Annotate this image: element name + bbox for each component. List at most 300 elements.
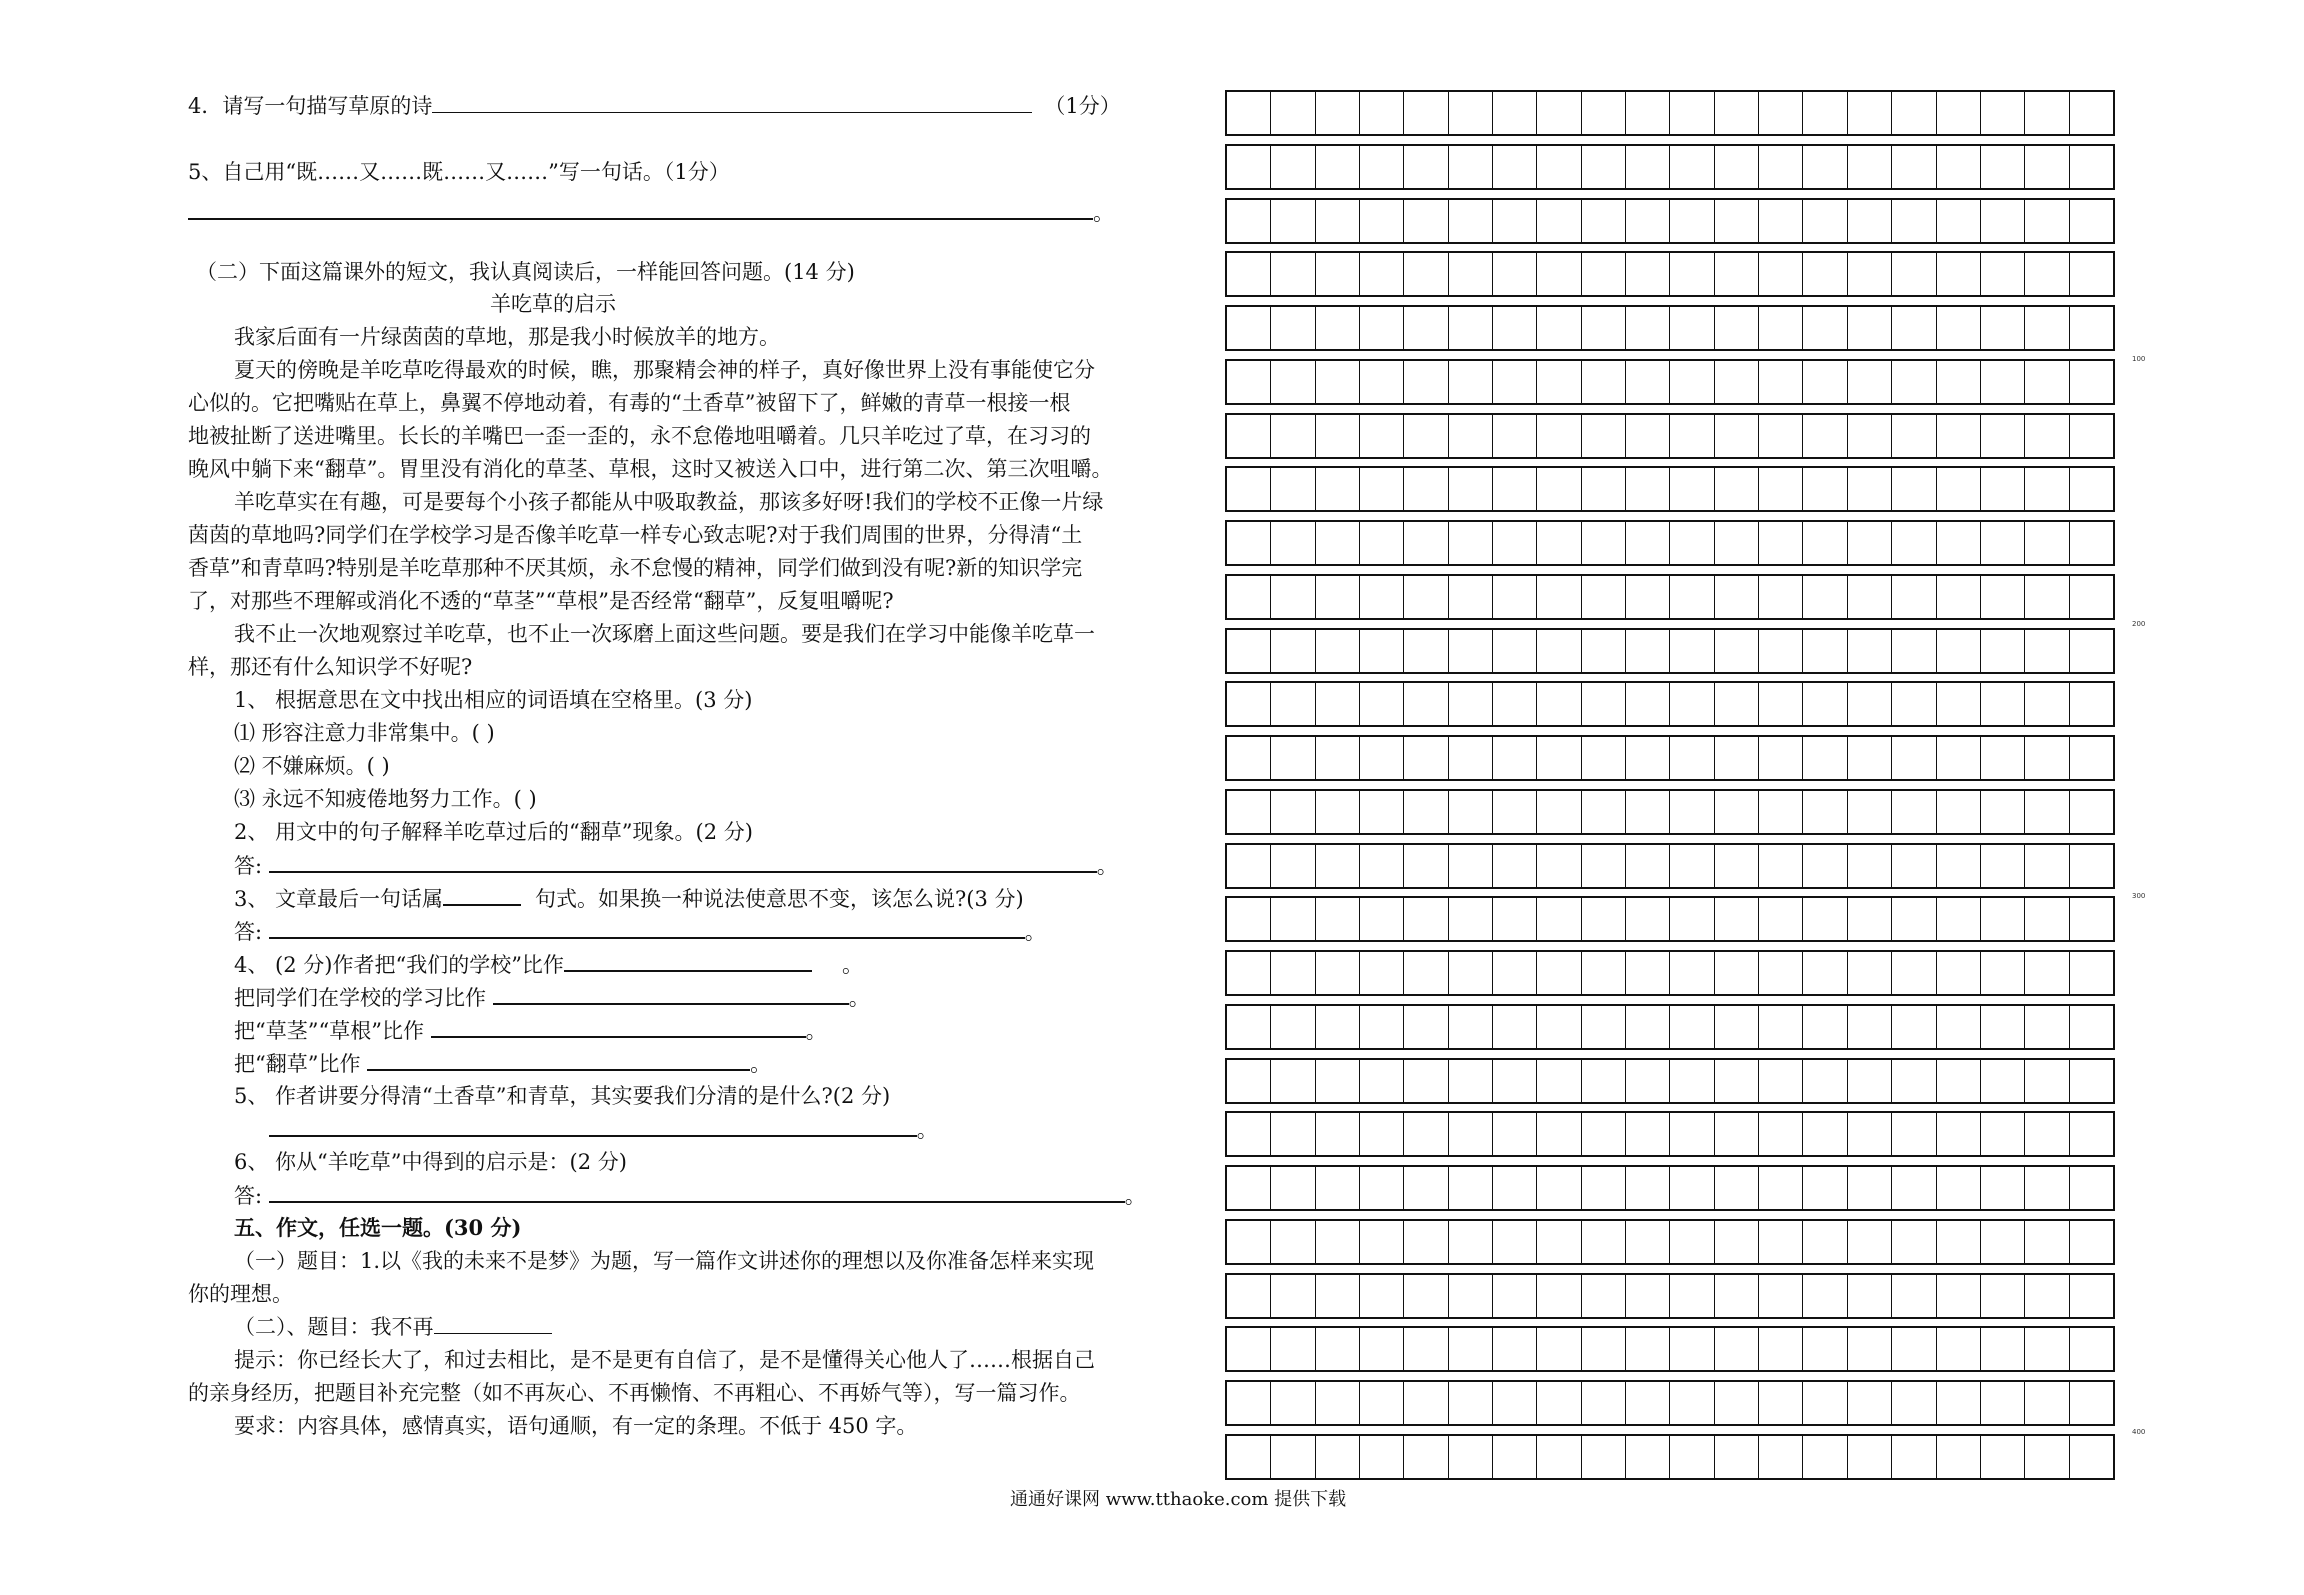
grid-cell[interactable] [1937, 92, 1981, 134]
grid-cell[interactable] [2025, 1006, 2069, 1048]
grid-cell[interactable] [1803, 952, 1847, 994]
grid-cell[interactable] [1582, 1221, 1626, 1263]
grid-cell[interactable] [1449, 791, 1493, 833]
grid-cell[interactable] [1892, 845, 1936, 887]
grid-cell[interactable] [1271, 898, 1315, 940]
grid-cell[interactable] [1582, 1382, 1626, 1424]
grid-cell[interactable] [2025, 468, 2069, 510]
grid-cell[interactable] [1493, 1221, 1537, 1263]
grid-cell[interactable] [1271, 952, 1315, 994]
grid-cell[interactable] [1848, 1060, 1892, 1102]
grid-cell[interactable] [1715, 683, 1759, 725]
grid-cell[interactable] [1582, 1436, 1626, 1478]
grid-cell[interactable] [1848, 361, 1892, 403]
grid-cell[interactable] [1582, 415, 1626, 457]
grid-cell[interactable] [1715, 415, 1759, 457]
grid-cell[interactable] [1316, 630, 1360, 672]
grid-cell[interactable] [1626, 200, 1670, 242]
grid-cell[interactable] [2070, 576, 2113, 618]
grid-cell[interactable] [1759, 1382, 1803, 1424]
grid-cell[interactable] [1670, 200, 1714, 242]
grid-cell[interactable] [1360, 576, 1404, 618]
grid-cell[interactable] [1715, 898, 1759, 940]
grid-cell[interactable] [1937, 415, 1981, 457]
grid-cell[interactable] [1892, 253, 1936, 295]
grid-cell[interactable] [1449, 1436, 1493, 1478]
grid-cell[interactable] [1271, 307, 1315, 349]
grid-cell[interactable] [1803, 307, 1847, 349]
grid-cell[interactable] [1227, 791, 1271, 833]
grid-cell[interactable] [1582, 1006, 1626, 1048]
grid-cell[interactable] [1981, 1436, 2025, 1478]
grid-cell[interactable] [1715, 253, 1759, 295]
grid-cell[interactable] [1981, 1167, 2025, 1209]
grid-cell[interactable] [1449, 1382, 1493, 1424]
grid-cell[interactable] [1937, 898, 1981, 940]
grid-cell[interactable] [1271, 737, 1315, 779]
grid-cell[interactable] [1803, 253, 1847, 295]
grid-cell[interactable] [1670, 361, 1714, 403]
grid-cell[interactable] [1271, 683, 1315, 725]
grid-cell[interactable] [1848, 200, 1892, 242]
grid-cell[interactable] [1803, 737, 1847, 779]
grid-cell[interactable] [1759, 200, 1803, 242]
grid-cell[interactable] [1360, 92, 1404, 134]
grid-cell[interactable] [1981, 630, 2025, 672]
grid-cell[interactable] [2070, 146, 2113, 188]
grid-cell[interactable] [1670, 522, 1714, 564]
grid-cell[interactable] [1582, 253, 1626, 295]
grid-cell[interactable] [1803, 898, 1847, 940]
grid-cell[interactable] [1759, 146, 1803, 188]
grid-cell[interactable] [1759, 1328, 1803, 1370]
grid-cell[interactable] [1316, 1060, 1360, 1102]
grid-cell[interactable] [1493, 92, 1537, 134]
answer-blank[interactable] [269, 1115, 917, 1137]
grid-cell[interactable] [2025, 200, 2069, 242]
grid-cell[interactable] [1937, 1221, 1981, 1263]
grid-cell[interactable] [1537, 898, 1581, 940]
grid-cell[interactable] [1937, 576, 1981, 618]
grid-cell[interactable] [2025, 146, 2069, 188]
grid-cell[interactable] [1848, 468, 1892, 510]
grid-cell[interactable] [2025, 630, 2069, 672]
grid-cell[interactable] [1316, 200, 1360, 242]
grid-cell[interactable] [1759, 92, 1803, 134]
grid-cell[interactable] [1227, 1113, 1271, 1155]
grid-cell[interactable] [1803, 683, 1847, 725]
grid-cell[interactable] [1316, 415, 1360, 457]
grid-cell[interactable] [1670, 952, 1714, 994]
grid-cell[interactable] [1715, 1167, 1759, 1209]
grid-cell[interactable] [1227, 1275, 1271, 1317]
grid-cell[interactable] [1271, 576, 1315, 618]
grid-cell[interactable] [1759, 630, 1803, 672]
grid-cell[interactable] [1316, 146, 1360, 188]
grid-cell[interactable] [1227, 1060, 1271, 1102]
grid-cell[interactable] [1404, 737, 1448, 779]
grid-cell[interactable] [1582, 146, 1626, 188]
grid-cell[interactable] [1670, 146, 1714, 188]
grid-cell[interactable] [1537, 845, 1581, 887]
grid-cell[interactable] [1404, 415, 1448, 457]
grid-cell[interactable] [1892, 1006, 1936, 1048]
grid-cell[interactable] [1271, 1436, 1315, 1478]
grid-cell[interactable] [1537, 791, 1581, 833]
grid-cell[interactable] [1271, 630, 1315, 672]
grid-cell[interactable] [1360, 522, 1404, 564]
grid-cell[interactable] [1759, 522, 1803, 564]
grid-cell[interactable] [1449, 576, 1493, 618]
grid-cell[interactable] [1493, 1275, 1537, 1317]
grid-cell[interactable] [1803, 1006, 1847, 1048]
grid-cell[interactable] [1582, 1167, 1626, 1209]
grid-cell[interactable] [1892, 952, 1936, 994]
grid-cell[interactable] [1449, 307, 1493, 349]
grid-cell[interactable] [1316, 898, 1360, 940]
grid-cell[interactable] [1449, 898, 1493, 940]
grid-cell[interactable] [2070, 683, 2113, 725]
grid-cell[interactable] [1715, 845, 1759, 887]
grid-cell[interactable] [2025, 1167, 2069, 1209]
grid-cell[interactable] [1271, 1275, 1315, 1317]
grid-cell[interactable] [1316, 1436, 1360, 1478]
grid-cell[interactable] [1937, 361, 1981, 403]
grid-cell[interactable] [1537, 576, 1581, 618]
grid-cell[interactable] [1493, 630, 1537, 672]
grid-cell[interactable] [1271, 92, 1315, 134]
grid-cell[interactable] [2070, 1113, 2113, 1155]
grid-cell[interactable] [1937, 791, 1981, 833]
grid-cell[interactable] [1848, 898, 1892, 940]
grid-cell[interactable] [1360, 1382, 1404, 1424]
grid-cell[interactable] [1803, 1221, 1847, 1263]
grid-cell[interactable] [1626, 630, 1670, 672]
grid-cell[interactable] [1404, 1060, 1448, 1102]
grid-cell[interactable] [1626, 576, 1670, 618]
grid-cell[interactable] [1449, 522, 1493, 564]
grid-cell[interactable] [1759, 791, 1803, 833]
grid-cell[interactable] [1892, 522, 1936, 564]
grid-cell[interactable] [2070, 307, 2113, 349]
grid-cell[interactable] [1892, 415, 1936, 457]
grid-cell[interactable] [2025, 1275, 2069, 1317]
grid-cell[interactable] [1937, 146, 1981, 188]
grid-cell[interactable] [1715, 1275, 1759, 1317]
grid-cell[interactable] [1759, 468, 1803, 510]
grid-cell[interactable] [1316, 1113, 1360, 1155]
grid-cell[interactable] [1227, 1006, 1271, 1048]
grid-cell[interactable] [1271, 1113, 1315, 1155]
grid-cell[interactable] [1537, 737, 1581, 779]
grid-cell[interactable] [1360, 1167, 1404, 1209]
grid-cell[interactable] [1227, 898, 1271, 940]
grid-cell[interactable] [1360, 1221, 1404, 1263]
grid-cell[interactable] [1582, 522, 1626, 564]
grid-cell[interactable] [1271, 1060, 1315, 1102]
grid-cell[interactable] [1626, 1436, 1670, 1478]
grid-cell[interactable] [1626, 1167, 1670, 1209]
grid-cell[interactable] [1582, 898, 1626, 940]
grid-cell[interactable] [1981, 845, 2025, 887]
grid-cell[interactable] [1271, 522, 1315, 564]
grid-cell[interactable] [1493, 1113, 1537, 1155]
grid-cell[interactable] [1803, 468, 1847, 510]
grid-cell[interactable] [1981, 576, 2025, 618]
grid-cell[interactable] [1937, 1113, 1981, 1155]
grid-cell[interactable] [1803, 200, 1847, 242]
grid-cell[interactable] [1759, 1167, 1803, 1209]
grid-cell[interactable] [1316, 361, 1360, 403]
grid-cell[interactable] [1803, 1382, 1847, 1424]
grid-cell[interactable] [1316, 791, 1360, 833]
grid-cell[interactable] [1803, 1113, 1847, 1155]
grid-cell[interactable] [1670, 683, 1714, 725]
grid-cell[interactable] [1759, 737, 1803, 779]
grid-cell[interactable] [1271, 146, 1315, 188]
grid-cell[interactable] [1537, 468, 1581, 510]
grid-cell[interactable] [1892, 361, 1936, 403]
grid-cell[interactable] [1670, 1328, 1714, 1370]
grid-cell[interactable] [1803, 630, 1847, 672]
grid-cell[interactable] [1937, 1328, 1981, 1370]
grid-cell[interactable] [1404, 200, 1448, 242]
grid-cell[interactable] [1271, 845, 1315, 887]
grid-cell[interactable] [2025, 683, 2069, 725]
grid-cell[interactable] [1227, 468, 1271, 510]
grid-cell[interactable] [1537, 146, 1581, 188]
grid-cell[interactable] [1404, 1006, 1448, 1048]
grid-cell[interactable] [1582, 200, 1626, 242]
grid-cell[interactable] [1848, 683, 1892, 725]
grid-cell[interactable] [1937, 683, 1981, 725]
grid-cell[interactable] [1404, 92, 1448, 134]
grid-cell[interactable] [1537, 522, 1581, 564]
grid-cell[interactable] [1449, 1328, 1493, 1370]
grid-cell[interactable] [1404, 952, 1448, 994]
grid-cell[interactable] [1316, 92, 1360, 134]
answer-blank[interactable] [269, 851, 1097, 873]
grid-cell[interactable] [1892, 1275, 1936, 1317]
grid-cell[interactable] [2070, 1436, 2113, 1478]
grid-cell[interactable] [1493, 200, 1537, 242]
grid-cell[interactable] [1271, 468, 1315, 510]
grid-cell[interactable] [1715, 1113, 1759, 1155]
grid-cell[interactable] [1937, 1060, 1981, 1102]
grid-cell[interactable] [1803, 361, 1847, 403]
grid-cell[interactable] [1892, 307, 1936, 349]
grid-cell[interactable] [1937, 1167, 1981, 1209]
grid-cell[interactable] [1848, 791, 1892, 833]
grid-cell[interactable] [1670, 253, 1714, 295]
grid-cell[interactable] [1848, 1006, 1892, 1048]
grid-cell[interactable] [1316, 253, 1360, 295]
grid-cell[interactable] [1626, 1006, 1670, 1048]
grid-cell[interactable] [1537, 630, 1581, 672]
grid-cell[interactable] [1981, 307, 2025, 349]
grid-cell[interactable] [1360, 1275, 1404, 1317]
grid-cell[interactable] [1227, 1382, 1271, 1424]
grid-cell[interactable] [1271, 791, 1315, 833]
grid-cell[interactable] [1759, 683, 1803, 725]
grid-cell[interactable] [1981, 952, 2025, 994]
grid-cell[interactable] [1848, 1275, 1892, 1317]
grid-cell[interactable] [1715, 522, 1759, 564]
grid-cell[interactable] [1493, 952, 1537, 994]
grid-cell[interactable] [1626, 791, 1670, 833]
grid-cell[interactable] [1803, 92, 1847, 134]
answer-blank[interactable] [443, 884, 521, 906]
grid-cell[interactable] [1626, 146, 1670, 188]
grid-cell[interactable] [1670, 307, 1714, 349]
grid-cell[interactable] [2025, 92, 2069, 134]
grid-cell[interactable] [1449, 630, 1493, 672]
grid-cell[interactable] [2070, 361, 2113, 403]
grid-cell[interactable] [1316, 1167, 1360, 1209]
grid-cell[interactable] [1316, 1382, 1360, 1424]
grid-cell[interactable] [1449, 92, 1493, 134]
grid-cell[interactable] [1316, 845, 1360, 887]
grid-cell[interactable] [1582, 307, 1626, 349]
grid-cell[interactable] [1537, 1328, 1581, 1370]
grid-cell[interactable] [1271, 1382, 1315, 1424]
grid-cell[interactable] [1227, 952, 1271, 994]
grid-cell[interactable] [1537, 1006, 1581, 1048]
grid-cell[interactable] [1981, 468, 2025, 510]
grid-cell[interactable] [1582, 576, 1626, 618]
grid-cell[interactable] [1937, 1436, 1981, 1478]
grid-cell[interactable] [1848, 1113, 1892, 1155]
grid-cell[interactable] [1892, 1328, 1936, 1370]
grid-cell[interactable] [1227, 1436, 1271, 1478]
grid-cell[interactable] [2025, 737, 2069, 779]
composition-writing-grid[interactable] [1225, 90, 2115, 1480]
grid-cell[interactable] [1404, 1221, 1448, 1263]
grid-cell[interactable] [1316, 737, 1360, 779]
grid-cell[interactable] [2070, 952, 2113, 994]
grid-cell[interactable] [1360, 146, 1404, 188]
grid-cell[interactable] [1271, 361, 1315, 403]
grid-cell[interactable] [1404, 307, 1448, 349]
grid-cell[interactable] [1316, 952, 1360, 994]
grid-cell[interactable] [1360, 952, 1404, 994]
grid-cell[interactable] [1582, 361, 1626, 403]
grid-cell[interactable] [1493, 253, 1537, 295]
grid-cell[interactable] [1493, 468, 1537, 510]
grid-cell[interactable] [1803, 522, 1847, 564]
grid-cell[interactable] [1981, 253, 2025, 295]
grid-cell[interactable] [1848, 1436, 1892, 1478]
grid-cell[interactable] [2070, 1060, 2113, 1102]
grid-cell[interactable] [1493, 415, 1537, 457]
grid-cell[interactable] [2025, 253, 2069, 295]
grid-cell[interactable] [1493, 1006, 1537, 1048]
grid-cell[interactable] [1670, 1275, 1714, 1317]
answer-blank[interactable] [431, 1016, 806, 1038]
grid-cell[interactable] [1981, 415, 2025, 457]
grid-cell[interactable] [1981, 1006, 2025, 1048]
grid-cell[interactable] [1981, 898, 2025, 940]
grid-cell[interactable] [1715, 1221, 1759, 1263]
grid-cell[interactable] [1271, 1006, 1315, 1048]
grid-cell[interactable] [1582, 1113, 1626, 1155]
grid-cell[interactable] [1537, 415, 1581, 457]
grid-cell[interactable] [1803, 1060, 1847, 1102]
grid-cell[interactable] [1404, 1436, 1448, 1478]
grid-cell[interactable] [1803, 1328, 1847, 1370]
grid-cell[interactable] [1582, 1275, 1626, 1317]
grid-cell[interactable] [1626, 683, 1670, 725]
grid-cell[interactable] [1626, 1060, 1670, 1102]
grid-cell[interactable] [1715, 791, 1759, 833]
grid-cell[interactable] [1360, 1006, 1404, 1048]
grid-cell[interactable] [1316, 1221, 1360, 1263]
grid-cell[interactable] [1316, 576, 1360, 618]
grid-cell[interactable] [1582, 952, 1626, 994]
grid-cell[interactable] [1626, 1382, 1670, 1424]
grid-cell[interactable] [1360, 898, 1404, 940]
grid-cell[interactable] [1892, 683, 1936, 725]
grid-cell[interactable] [1360, 200, 1404, 242]
grid-cell[interactable] [1848, 1328, 1892, 1370]
grid-cell[interactable] [1626, 468, 1670, 510]
grid-cell[interactable] [2025, 952, 2069, 994]
grid-cell[interactable] [1670, 92, 1714, 134]
grid-cell[interactable] [2070, 1006, 2113, 1048]
grid-cell[interactable] [1803, 791, 1847, 833]
grid-cell[interactable] [1404, 1275, 1448, 1317]
grid-cell[interactable] [1715, 468, 1759, 510]
grid-cell[interactable] [1715, 1060, 1759, 1102]
grid-cell[interactable] [2025, 1328, 2069, 1370]
grid-cell[interactable] [1493, 522, 1537, 564]
grid-cell[interactable] [2025, 415, 2069, 457]
grid-cell[interactable] [1981, 1113, 2025, 1155]
grid-cell[interactable] [1537, 200, 1581, 242]
grid-cell[interactable] [1582, 791, 1626, 833]
grid-cell[interactable] [1848, 307, 1892, 349]
grid-cell[interactable] [1670, 737, 1714, 779]
grid-cell[interactable] [1981, 1328, 2025, 1370]
grid-cell[interactable] [1981, 683, 2025, 725]
grid-cell[interactable] [1715, 737, 1759, 779]
grid-cell[interactable] [1937, 845, 1981, 887]
grid-cell[interactable] [1848, 952, 1892, 994]
grid-cell[interactable] [1360, 1328, 1404, 1370]
grid-cell[interactable] [1981, 200, 2025, 242]
grid-cell[interactable] [1803, 1275, 1847, 1317]
grid-cell[interactable] [1227, 307, 1271, 349]
grid-cell[interactable] [2025, 791, 2069, 833]
grid-cell[interactable] [1937, 522, 1981, 564]
grid-cell[interactable] [2070, 468, 2113, 510]
grid-cell[interactable] [1449, 1275, 1493, 1317]
grid-cell[interactable] [1715, 1382, 1759, 1424]
grid-cell[interactable] [1759, 1006, 1803, 1048]
grid-cell[interactable] [2025, 1113, 2069, 1155]
grid-cell[interactable] [1493, 146, 1537, 188]
grid-cell[interactable] [1537, 683, 1581, 725]
grid-cell[interactable] [1759, 1436, 1803, 1478]
grid-cell[interactable] [1937, 1382, 1981, 1424]
grid-cell[interactable] [1404, 630, 1448, 672]
grid-cell[interactable] [1626, 253, 1670, 295]
answer-blank[interactable] [269, 1181, 1125, 1203]
grid-cell[interactable] [1626, 307, 1670, 349]
grid-cell[interactable] [1537, 92, 1581, 134]
grid-cell[interactable] [1670, 576, 1714, 618]
grid-cell[interactable] [1404, 1328, 1448, 1370]
